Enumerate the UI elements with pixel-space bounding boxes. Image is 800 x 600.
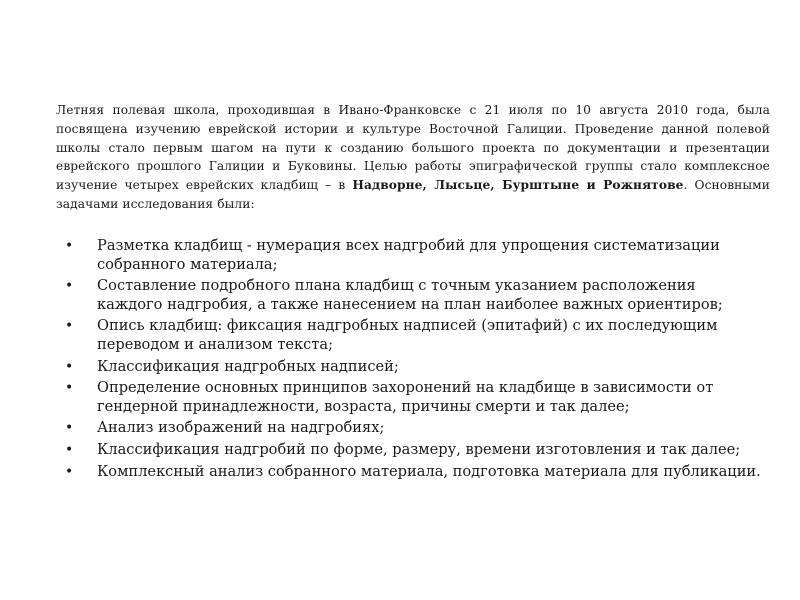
list-item [64, 277, 764, 314]
bullet-icon: • [65, 380, 74, 397]
bullet-icon: • [65, 441, 74, 458]
list-item-text: Разметка кладбищ - нумерация всех надгробий для упрощения систематизации собранного материала; [97, 237, 720, 273]
intro-text-after: . Основными задачами исследования были: [56, 178, 770, 211]
list-item-text: Составление подробного плана кладбищ с точным указанием расположения каждого надгробия, а также нанесением на план наиболее важных ориентиров; [97, 277, 723, 313]
intro-paragraph [56, 101, 770, 213]
bullet-icon: • [65, 318, 74, 335]
list-item [64, 419, 764, 438]
bullet-icon: • [65, 420, 74, 437]
list-item [64, 237, 764, 274]
bullet-icon: • [65, 238, 74, 254]
list-item [64, 463, 764, 482]
list-item-text: Анализ изображений на надгробиях; [97, 419, 385, 437]
list-item-text: Определение основных принципов захоронений на кладбище в зависимости от гендерной принадлежности, возраста, причины смерти и так далее; [97, 379, 714, 415]
list-item [64, 317, 764, 354]
intro-text-before: Летняя полевая школа, проходившая в Ивано-Франковске с 21 июля по 10 августа 2010 года, была посвящена изучению еврейской истории и культуре Восточной Галиции. Проведение данной полевой школы стало первым шагом на пути к созданию большого проекта по документации и презентации еврейского прошлого Галиции и Буковины. Целью работы эпиграфической группы стало комплексное изучение четырех еврейских кладбищ – в [56, 103, 770, 192]
intro-place-names: Надворне, Лысьце, Бурштыне и Рожнятове [352, 178, 684, 192]
list-item-text: Комплексный анализ собранного материала, подготовка материала для публикации. [97, 462, 761, 480]
bullet-icon: • [65, 463, 74, 480]
bullet-icon: • [65, 278, 74, 295]
list-item [64, 358, 764, 377]
tasks-list [64, 237, 764, 484]
list-item [64, 441, 764, 460]
bullet-icon: • [65, 358, 74, 375]
list-item-text: Опись кладбищ: фиксация надгробных надписей (эпитафий) с их последующим переводом и анализом текста; [97, 317, 718, 353]
list-item-text: Классификация надгробий по форме, размеру, времени изготовления и так далее; [97, 440, 741, 458]
list-item-text: Классификация надгробных надписей; [97, 357, 399, 375]
list-item [64, 379, 764, 416]
